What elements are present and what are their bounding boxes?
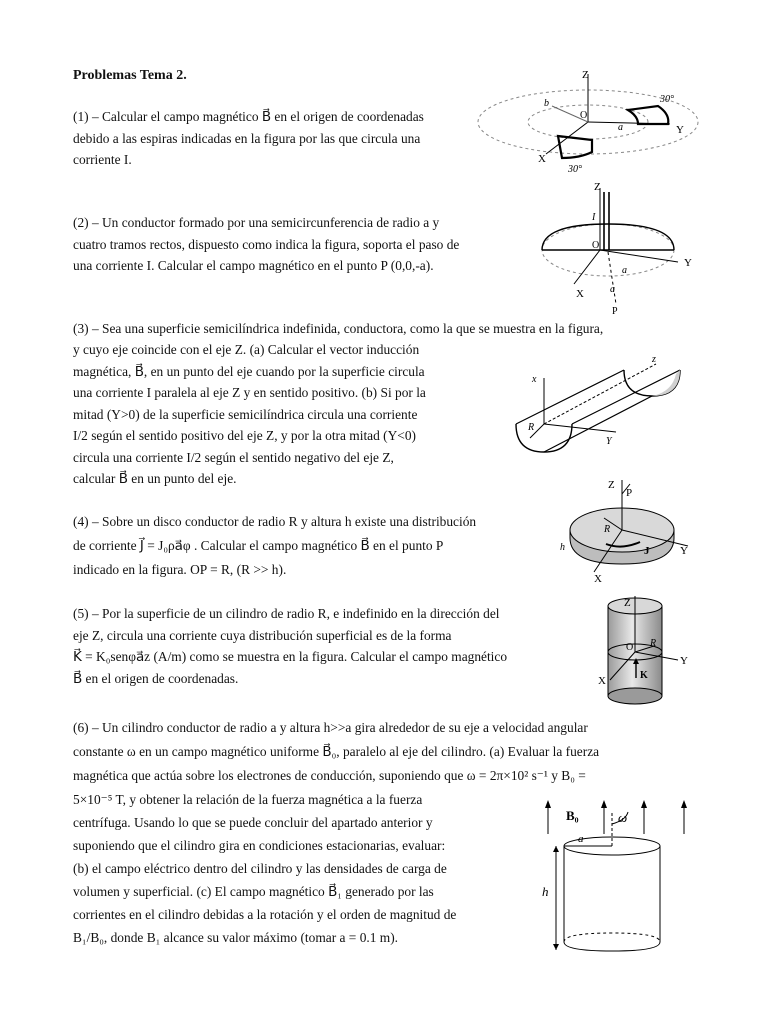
fig1-y-label: Y [676,124,684,136]
problem-3-line-5: mitad (Y>0) de la superficie semicilíndrica circula una corriente [73,406,418,422]
problem-6-line-9: corrientes en el cilindro debidas a la rotación y el orden de magnitud de [73,907,457,922]
problem-6-line-8: volumen y superficial. (c) El campo magnético B⃗₁ generado por las [73,884,434,899]
problem-5-text [73,603,583,689]
problem-3-line-3: magnética, B⃗, en un punto del eje cuando por la superficie circula [73,363,425,379]
problem-3-text [73,339,491,490]
problem-3-line-4: una corriente I paralela al eje Z y en sentido positivo. (b) Si por la [73,385,426,400]
fig4-z-label: Z [608,479,615,491]
fig2-p-label: P [612,306,618,317]
fig1-x-label: X [538,153,546,165]
fig6-h-label: h [542,884,549,899]
problem-1-line-3: corriente I. [73,152,132,167]
page-title: Problemas Tema 2. [73,68,187,83]
figure-5-cylinder [594,594,704,714]
fig2-x-label: X [576,288,584,300]
problem-1-line-2: debido a las espiras indicadas en la figura por las que circula una [73,130,421,146]
fig4-r-label: R [604,524,611,535]
fig2-a2-label: a [610,284,615,295]
problem-3-line-8: calcular B⃗ en un punto del eje. [73,471,237,486]
problem-5-line-2: eje Z, circula una corriente cuya distribución superficial es de la forma [73,627,452,643]
fig1-angle-bottom-label: 30° [568,164,582,175]
fig6-omega-label: ω [618,810,628,825]
fig1-o-label: O [580,110,588,121]
problem-5-line-1: (5) – Por la superficie de un cilindro de radio R, e indefinido en la dirección del [73,606,500,621]
fig3-r-label: R [528,422,535,433]
fig5-y-label: Y [680,655,688,667]
problem-2-line-3: una corriente I. Calcular el campo magnético en el punto P (0,0,-a). [73,258,434,273]
fig4-j-label: J [644,545,650,557]
problem-6-text-wide [73,716,695,788]
fig3-z-label: z [652,354,656,365]
fig5-x-label: X [598,675,606,687]
problem-2-text [73,212,525,277]
fig5-k-label: K [640,670,648,681]
fig6-b0-label: B₀ [566,808,579,823]
problem-6-line-1: (6) – Un cilindro conductor de radio a y altura h>>a gira alrededor de su eje a velocidad angular [73,720,588,735]
fig4-p-label: P [626,487,633,499]
problem-4-text [73,510,551,582]
figure-4-disk [560,474,710,586]
problem-4-line-1: (4) – Sobre un disco conductor de radio R y altura h existe una distribución [73,514,477,529]
problem-1-text [73,106,503,171]
figure-1-loops-diagram [510,66,710,178]
fig5-r-label: R [650,638,657,649]
problem-2-line-1: (2) – Un conductor formado por una semicircunferencia de radio a y [73,215,440,230]
problem-1-line-1: (1) – Calcular el campo magnético B⃗ en el origen de coordenadas [73,109,424,124]
fig3-x-label: x [532,374,537,385]
fig2-y-label: Y [684,257,692,269]
figure-6-rotating-cylinder [540,798,705,956]
problem-3-line-7: circula una corriente I/2 según el sentido negativo del eje Z, [73,449,394,465]
fig2-a1-label: a [622,265,627,276]
fig1-a-label: a [618,122,623,133]
problem-6-line-10: B₁/B₀, donde B₁ alcance su valor máximo (tomar a = 0.1 m). [73,930,399,945]
problem-3-line-2: y cuyo eje coincide con el eje Z. (a) Calcular el vector inducción [73,342,420,357]
figure-2-semicircle-conductor [538,178,703,318]
problem-6-text-narrow [73,788,525,949]
problem-6-line-3: magnética que actúa sobre los electrones de conducción, suponiendo que ω = 2π×10² s⁻¹ y B₀ = [73,768,586,783]
problem-6-line-6: suponiendo que el cilindro gira en condiciones estacionarias, evaluar: [73,838,446,853]
fig4-y-label: Y [680,545,688,557]
fig2-o-label: O [592,240,600,251]
fig2-i-label: I [592,212,596,223]
fig3-y-label: Y [606,436,612,447]
problem-5-line-3: K⃗ = K₀senφa⃗z (A/m) como se muestra en la figura. Calcular el campo magnético [73,649,508,664]
problem-2-line-2: cuatro tramos rectos, dispuesto como indica la figura, soporta el paso de [73,236,460,252]
problem-6-line-4: 5×10⁻⁵ T, y obtener la relación de la fuerza magnética a la fuerza [73,792,423,807]
fig1-angle-top-label: 30° [660,94,674,105]
fig4-x-label: X [594,573,602,585]
fig5-o-label: O [626,642,634,653]
fig4-h-label: h [560,542,565,553]
problem-6-line-2: constante ω en un campo magnético uniforme B⃗₀, paralelo al eje del cilindro. (a) Evaluar la fuerza [73,744,600,759]
problem-3-line-1: (3) – Sea una superficie semicilíndrica indefinida, conductora, como la que se muestra en la figura, [73,321,604,336]
problem-3-line-1-block [73,318,695,340]
problem-6-line-5: centrífuga. Usando lo que se puede concluir del apartado anterior y [73,815,433,830]
problem-6-line-7: (b) el campo eléctrico dentro del cilindro y las densidades de carga de [73,861,447,876]
fig2-z-label: Z [594,181,601,193]
fig1-b-label: b [544,98,549,109]
fig1-z-label: Z [582,69,589,81]
figure-3-semicylinder [506,348,696,460]
problem-4-line-3: indicado en la figura. OP = R, (R >> h). [73,562,287,577]
problem-3-line-6: I/2 según el sentido positivo del eje Z, y por la otra mitad (Y<0) [73,428,416,443]
fig6-a-label: a [578,833,584,845]
problem-4-line-2: de corriente J⃗ = J₀ρa⃗φ . Calcular el campo magnético B⃗ en el punto P [73,538,444,553]
problem-5-line-4: B⃗ en el origen de coordenadas. [73,670,239,686]
fig5-z-label: Z [624,597,631,609]
